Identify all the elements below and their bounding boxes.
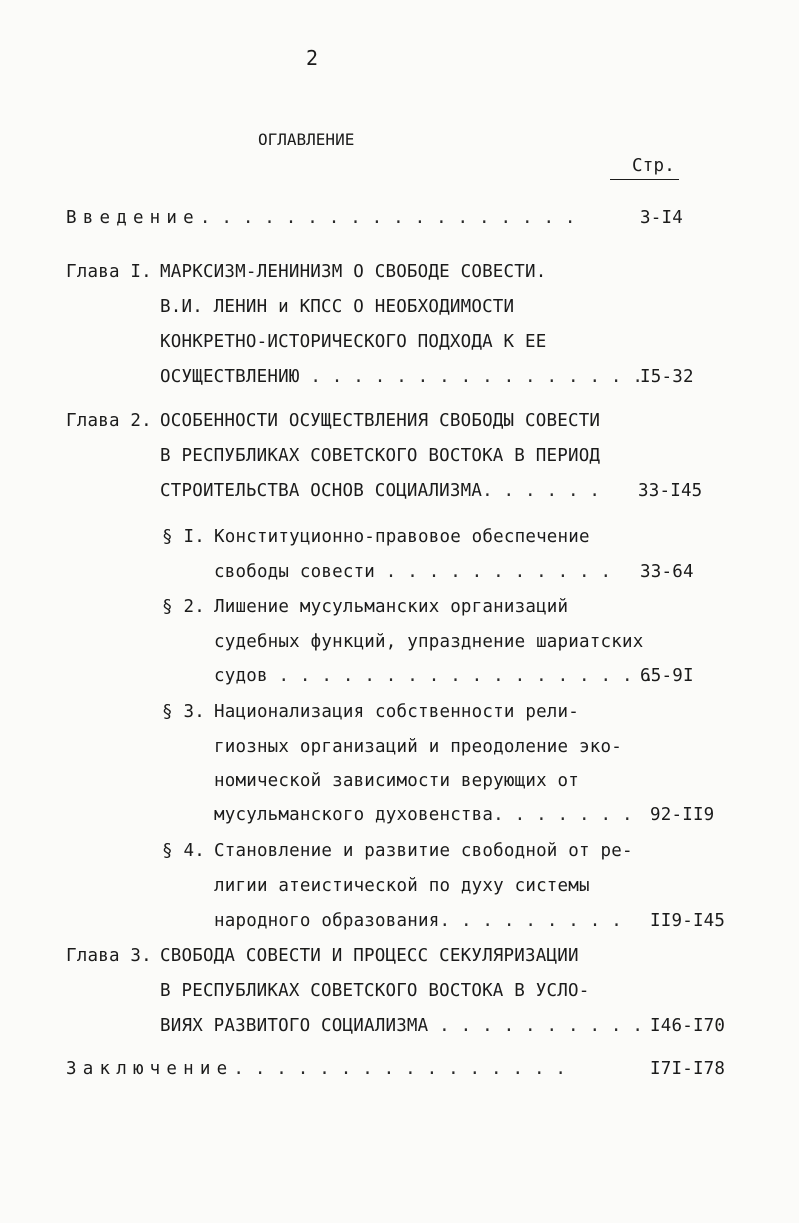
section-4-prefix: § 4. xyxy=(162,841,205,861)
section-4-pages: II9-I45 xyxy=(650,911,726,931)
chapter-2-pages: 33-I45 xyxy=(638,481,703,501)
section-1-prefix: § I. xyxy=(162,527,205,547)
section-1-pages: 33-64 xyxy=(640,562,694,582)
section-3-pages: 92-II9 xyxy=(650,805,715,825)
chapter-1-line: В.И. ЛЕНИН и КПСС О НЕОБХОДИМОСТИ xyxy=(160,297,515,317)
section-4-line: лигии атеистической по духу системы xyxy=(214,876,590,896)
chapter-3-line: ВИЯХ РАЗВИТОГО СОЦИАЛИЗМА . . . . . . . . . . xyxy=(160,1016,644,1036)
page-number: 2 xyxy=(306,46,319,70)
section-3-line: Национализация собственности рели- xyxy=(214,702,580,722)
chapter-2-line: СТРОИТЕЛЬСТВА ОСНОВ СОЦИАЛИЗМА. . . . . . xyxy=(160,481,601,501)
toc-title: ОГЛАВЛЕНИЕ xyxy=(258,130,355,149)
chapter-1-line: МАРКСИЗМ-ЛЕНИНИЗМ О СВОБОДЕ СОВЕСТИ. xyxy=(160,262,547,282)
section-3-line: гиозных организаций и преодоление эко- xyxy=(214,737,622,757)
chapter-2-line: В РЕСПУБЛИКАХ СОВЕТСКОГО ВОСТОКА В ПЕРИОД xyxy=(160,446,601,466)
section-2-pages: 65-9I xyxy=(640,666,694,686)
toc-pages-conclusion: I7I-I78 xyxy=(650,1059,726,1079)
section-3-prefix: § 3. xyxy=(162,702,205,722)
section-2-line: судебных функций, упразднение шариатских xyxy=(214,632,644,652)
toc-entry-introduction: Введение. . . . . . . . . . . . . . . . . . xyxy=(66,208,576,228)
chapter-1-line: КОНКРЕТНО-ИСТОРИЧЕСКОГО ПОДХОДА К ЕЕ xyxy=(160,332,547,352)
chapter-3-pages: I46-I70 xyxy=(650,1016,726,1036)
section-3-line: номической зависимости верующих от xyxy=(214,771,580,791)
section-2-prefix: § 2. xyxy=(162,597,205,617)
section-1-line: свободы совести . . . . . . . . . . . xyxy=(214,562,612,582)
chapter-1-pages: I5-32 xyxy=(640,367,694,387)
toc-pages-introduction: 3-I4 xyxy=(640,208,683,228)
chapter-3-line: СВОБОДА СОВЕСТИ И ПРОЦЕСС СЕКУЛЯРИЗАЦИИ xyxy=(160,946,579,966)
section-2-line: судов . . . . . . . . . . . . . . . . . . xyxy=(214,666,655,686)
page-column-header: Стр. xyxy=(610,156,679,176)
section-4-line: Становление и развитие свободной от ре- xyxy=(214,841,633,861)
chapter-3-line: В РЕСПУБЛИКАХ СОВЕТСКОГО ВОСТОКА В УСЛО- xyxy=(160,981,590,1001)
section-2-line: Лишение мусульманских организаций xyxy=(214,597,569,617)
chapter-2-line: ОСОБЕННОСТИ ОСУЩЕСТВЛЕНИЯ СВОБОДЫ СОВЕСТИ xyxy=(160,411,601,431)
section-1-line: Конституционно-правовое обеспечение xyxy=(214,527,590,547)
chapter-3-prefix: Глава 3. xyxy=(66,946,152,966)
section-3-line: мусульманского духовенства. . . . . . . xyxy=(214,805,633,825)
chapter-1-line: ОСУЩЕСТВЛЕНИЮ . . . . . . . . . . . . . . . . xyxy=(160,367,644,387)
chapter-1-prefix: Глава I. xyxy=(66,262,152,282)
toc-entry-conclusion: Заключение. . . . . . . . . . . . . . . . xyxy=(66,1059,567,1079)
chapter-2-prefix: Глава 2. xyxy=(66,411,152,431)
section-4-line: народного образования. . . . . . . . . xyxy=(214,911,622,931)
